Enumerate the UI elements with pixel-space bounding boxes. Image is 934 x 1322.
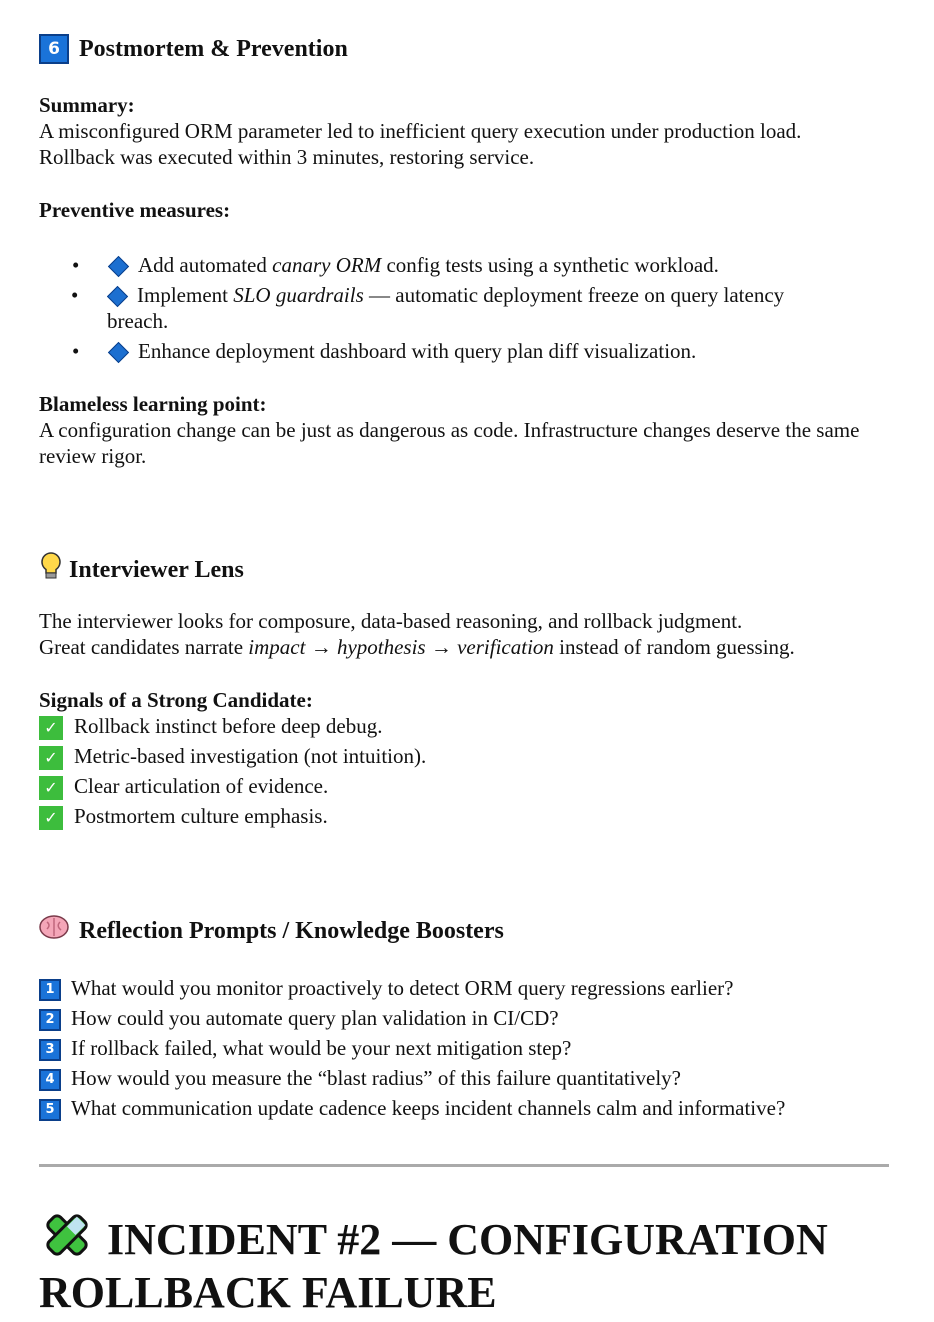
signal-item: ✓ Clear articulation of evidence. [39,771,894,801]
check-icon: ✓ [39,746,63,770]
paragraph-line: The interviewer looks for composure, data-based reasoning, and rollback judgment. [39,609,743,633]
diamond-icon [108,256,129,277]
prompts-list [39,973,894,1123]
section-interviewer-lens [39,551,894,589]
diamond-icon [108,342,129,363]
brain-icon [39,914,69,948]
keycap-6-icon: 6 [39,34,69,64]
list-item: • Implement SLO guardrails — automatic deployment freeze on query latency breach. [71,283,785,333]
keycap-icon: 1 [39,979,61,1001]
diamond-icon [107,286,128,307]
prompt-item: 2 How could you automate query plan validation in CI/CD? [39,1003,894,1033]
check-icon: ✓ [39,776,63,800]
section-reflection [39,914,894,948]
keycap-icon: 2 [39,1009,61,1031]
signal-item: ✓ Postmortem culture emphasis. [39,801,894,831]
heading-text: Interviewer Lens [69,557,244,583]
lightbulb-icon [39,551,63,589]
keycap-icon: 5 [39,1099,61,1121]
heading-text: Reflection Prompts / Knowledge Boosters [79,918,504,944]
section-heading [39,551,894,589]
list-item: • Add automated canary ORM config tests using a synthetic workload. [72,253,719,277]
signal-item: ✓ Rollback instinct before deep debug. [39,711,894,741]
lens-text [39,608,894,660]
prompt-item: 5 What communication update cadence keeps incident channels calm and informative? [39,1093,894,1123]
incident-title-text: INCIDENT #2 — CONFIGURATION ROLLBACK FAILURE [39,1215,828,1317]
divider [39,1164,889,1167]
signals [39,687,894,831]
blameless-text: A configuration change can be just as dangerous as code. Infrastructure changes deserve the same review rigor. [39,418,860,468]
prompt-item: 4 How would you measure the “blast radius” of this failure quantitatively? [39,1063,894,1093]
prompt-item: 3 If rollback failed, what would be your next mitigation step? [39,1033,894,1063]
section-heading [39,914,894,948]
cross-mark-icon [39,1210,95,1260]
blameless-label: Blameless learning point: [39,392,267,416]
check-icon: ✓ [39,716,63,740]
heading-text: Postmortem & Prevention [79,36,348,62]
section-heading [39,34,894,64]
keycap-icon: 4 [39,1069,61,1091]
keycap-icon: 3 [39,1039,61,1061]
incident-title [39,1210,899,1319]
blameless [39,391,894,469]
section-postmortem [39,34,894,64]
list-item: • Enhance deployment dashboard with query plan diff visualization. [72,339,697,363]
paragraph-line: Great candidates narrate impact → hypothesis → verification instead of random guessing. [39,635,795,659]
preventive-label [39,197,894,223]
summary-line: Rollback was executed within 3 minutes, restoring service. [39,145,535,169]
summary [39,92,894,170]
summary-label: Summary: [39,93,135,117]
signal-item: ✓ Metric-based investigation (not intuition). [39,741,894,771]
check-icon: ✓ [39,806,63,830]
label: Preventive measures: [39,198,231,222]
measures-list [39,252,844,368]
summary-line: A misconfigured ORM parameter led to inefficient query execution under production load. [39,119,802,143]
prompt-item: 1 What would you monitor proactively to detect ORM query regressions earlier? [39,973,894,1003]
signals-label: Signals of a Strong Candidate: [39,688,313,712]
